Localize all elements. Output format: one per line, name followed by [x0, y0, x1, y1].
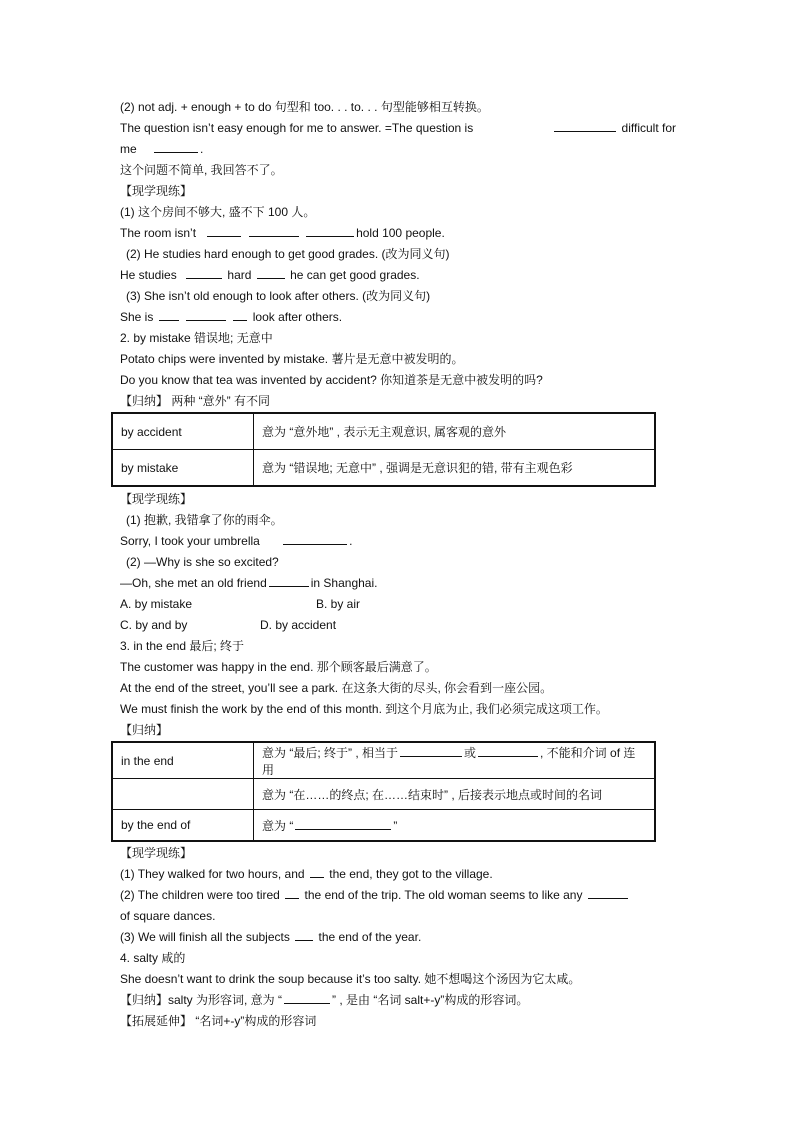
table-row — [112, 742, 655, 779]
section-heading: 【现学现练】 — [120, 492, 193, 506]
section-heading: 【现学现练】 — [120, 846, 193, 860]
sentence-text: She is — [120, 310, 154, 324]
sentence-text: ” , 是由 “名词 salt+-y”构成的形容词。 — [332, 993, 529, 1007]
text-line: Sorry, I took your umbrella . — [120, 531, 676, 552]
subsection-title: 3. in the end 最后; 终于 — [120, 639, 245, 653]
text-line: (2) —Why is she so excited? — [126, 555, 279, 569]
sentence-text: difficult for — [621, 121, 676, 135]
sentence-text: hold 100 people. — [356, 226, 445, 240]
text-line: of square dances. — [120, 909, 216, 923]
text-line — [120, 118, 676, 139]
answer-blank[interactable] — [400, 743, 462, 757]
sentence-text: (2) The children were too tired — [120, 888, 280, 902]
sentence-text: he can get good grades. — [290, 268, 420, 282]
answer-blank[interactable] — [159, 307, 179, 321]
text-line — [120, 307, 676, 328]
sentence-text: the end, they got to the village. — [329, 867, 493, 881]
section-heading: 【现学现练】 — [120, 184, 193, 198]
sentence-text: me — [120, 142, 137, 156]
cell-text: 意为 “最后; 终于” , 相当于 — [262, 746, 398, 760]
answer-blank[interactable] — [269, 573, 309, 587]
answer-blank[interactable] — [284, 990, 330, 1004]
sentence-text: the end of the year. — [318, 930, 422, 944]
text-line: At the end of the street, you’ll see a park. 在这条大街的尽头, 你会看到一座公园。 — [120, 681, 553, 695]
text-line — [120, 223, 676, 244]
sentence-text: in Shanghai. — [310, 576, 378, 590]
section-heading: 【归纳】 两种 “意外” 有不同 — [120, 394, 270, 408]
answer-blank[interactable] — [306, 223, 354, 237]
text-line: The customer was happy in the end. 那个顾客最后满意了。 — [120, 660, 437, 674]
section-label: 【归纳】salty 为形容词, 意为 “ — [120, 993, 283, 1007]
sentence-text: look after others. — [252, 310, 343, 324]
answer-blank[interactable] — [478, 743, 538, 757]
answer-blank[interactable] — [588, 885, 628, 899]
summary-table — [111, 741, 656, 842]
text-line: (2) not adj. + enough + to do 句型和 too. . . to. . . 句型能够相互转换。 — [120, 100, 489, 114]
text-line: She doesn’t want to drink the soup because it’s too salty. 她不想喝这个汤因为它太咸。 — [120, 972, 581, 986]
table-cell: by mistake — [112, 450, 254, 487]
answer-blank[interactable] — [310, 864, 324, 878]
text-line — [120, 864, 676, 885]
options-row — [120, 615, 676, 636]
table-row — [112, 810, 655, 842]
table-cell — [112, 779, 254, 810]
table-cell: by accident — [112, 413, 254, 450]
sentence-text: (1) They walked for two hours, and — [120, 867, 305, 881]
cell-text: 意为 “ — [262, 819, 294, 833]
text-line: (2) He studies hard enough to get good grades. (改为同义句) — [126, 247, 450, 261]
option-a[interactable]: A. by mistake — [120, 597, 193, 611]
answer-blank[interactable] — [295, 927, 313, 941]
table-cell: by the end of — [112, 810, 254, 842]
sentence-text: The room isn’t — [120, 226, 197, 240]
option-b[interactable]: B. by air — [316, 597, 361, 611]
option-c[interactable]: C. by and by — [120, 618, 188, 632]
text-line — [120, 927, 676, 948]
table-row — [112, 413, 655, 450]
sentence-text: The question isn’t easy enough for me to answer. =The question is — [120, 121, 474, 135]
text-line: Potato chips were invented by mistake. 薯片是无意中被发明的。 — [120, 352, 464, 366]
text-line: (1) 抱歉, 我错拿了你的雨伞。 — [126, 513, 283, 527]
answer-blank[interactable] — [295, 816, 391, 830]
subsection-title: 4. salty 咸的 — [120, 951, 186, 965]
option-d[interactable]: D. by accident — [260, 618, 337, 632]
table-cell: in the end — [112, 742, 254, 779]
cell-text: 或 — [464, 746, 477, 760]
answer-blank[interactable] — [186, 265, 222, 279]
sentence-text: hard — [227, 268, 252, 282]
options-row — [120, 594, 676, 615]
text-line: Do you know that tea was invented by accident? 你知道茶是无意中被发明的吗? — [120, 373, 543, 387]
sentence-text: the end of the trip. The old woman seems to like any — [304, 888, 583, 902]
comparison-table — [111, 412, 656, 487]
subsection-title: 2. by mistake 错误地; 无意中 — [120, 331, 273, 345]
answer-blank[interactable] — [154, 139, 198, 153]
table-row — [112, 450, 655, 487]
text-line: (1) 这个房间不够大, 盛不下 100 人。 — [120, 205, 316, 219]
answer-blank[interactable] — [285, 885, 299, 899]
answer-blank[interactable] — [207, 223, 241, 237]
answer-blank[interactable] — [233, 307, 247, 321]
answer-blank[interactable] — [249, 223, 299, 237]
table-cell: 意为 “错误地; 无意中” , 强调是无意识犯的错, 带有主观色彩 — [254, 450, 656, 487]
text-line — [120, 885, 676, 906]
sentence-text: (3) We will finish all the subjects — [120, 930, 290, 944]
answer-blank[interactable] — [283, 531, 347, 545]
sentence-text: —Oh, she met an old friend — [120, 576, 267, 590]
cell-text: , 不能和介词 of 连用 — [262, 746, 636, 777]
text-line — [120, 573, 676, 594]
text-line: me . — [120, 139, 676, 160]
section-heading: 【拓展延伸】 “名词+-y”构成的形容词 — [120, 1014, 317, 1028]
sentence-text: He studies — [120, 268, 177, 282]
table-cell — [254, 742, 656, 779]
text-line: We must finish the work by the end of this month. 到这个月底为止, 我们必须完成这项工作。 — [120, 702, 608, 716]
text-line — [120, 265, 676, 286]
document-page — [120, 97, 676, 1032]
answer-blank[interactable] — [186, 307, 226, 321]
table-cell: 意为 “在……的终点; 在……结束时” , 后接表示地点或时间的名词 — [254, 779, 656, 810]
table-cell: 意为 “意外地” , 表示无主观意识, 属客观的意外 — [254, 413, 656, 450]
text-line — [120, 990, 676, 1011]
section-heading: 【归纳】 — [120, 723, 169, 737]
answer-blank[interactable] — [257, 265, 285, 279]
table-row — [112, 779, 655, 810]
text-line: 这个问题不简单, 我回答不了。 — [120, 163, 283, 177]
cell-text: ” — [393, 819, 398, 833]
table-cell — [254, 810, 656, 842]
sentence-text: Sorry, I took your umbrella — [120, 534, 260, 548]
answer-blank[interactable] — [554, 118, 616, 132]
text-line: (3) She isn’t old enough to look after others. (改为同义句) — [126, 289, 431, 303]
